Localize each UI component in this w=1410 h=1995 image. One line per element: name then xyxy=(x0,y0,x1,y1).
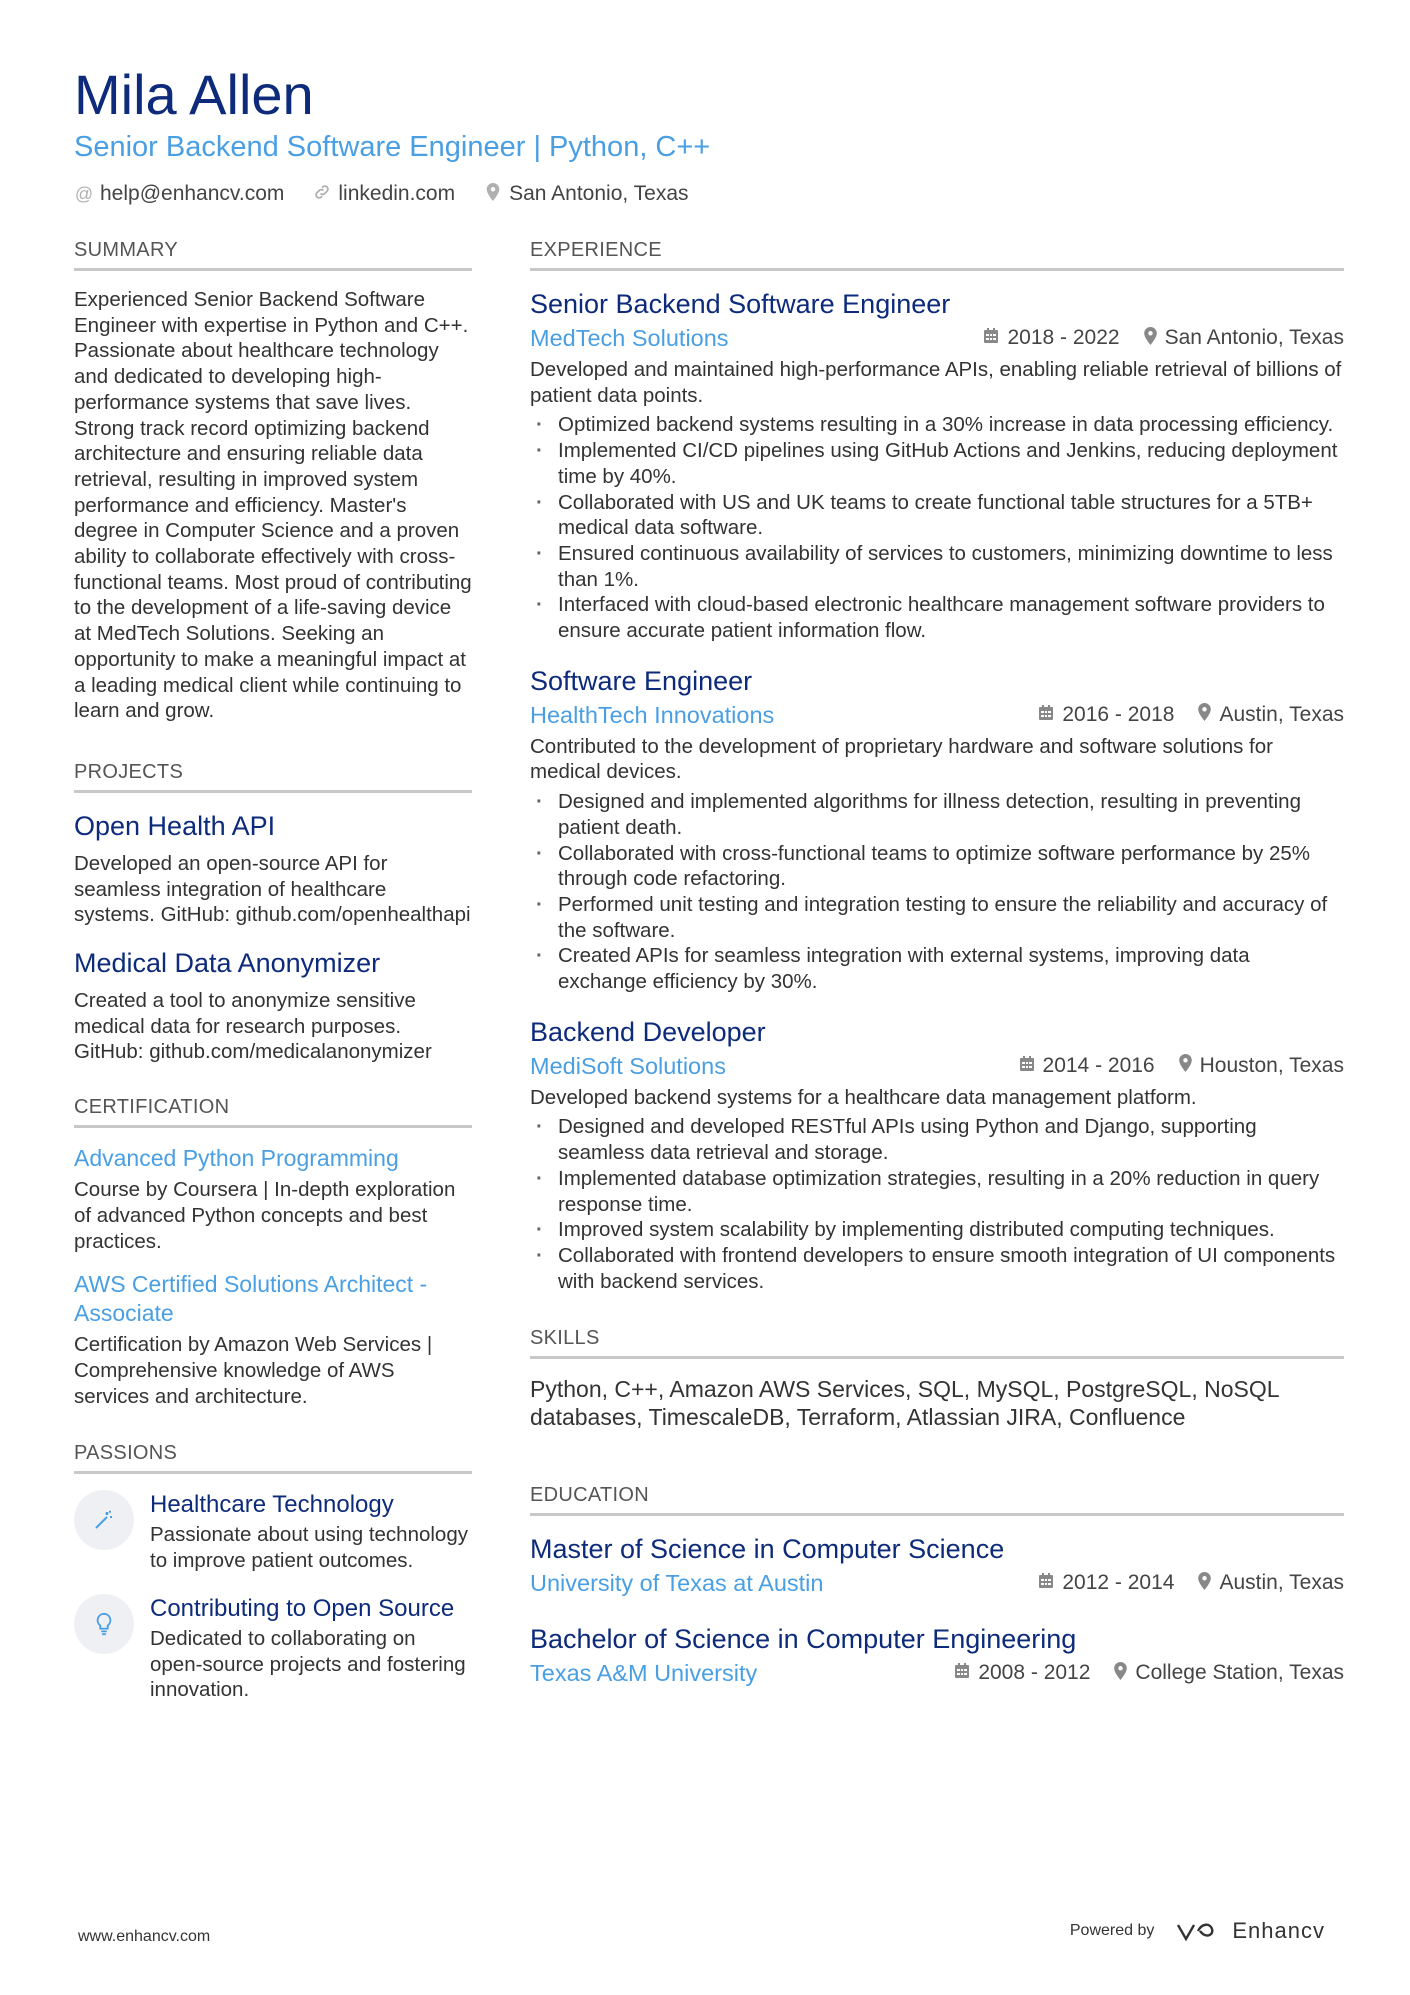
job-meta-row xyxy=(530,1051,1344,1081)
job-bullet: · Improved system scalability by implementing distributed computing techniques. xyxy=(530,1217,1344,1243)
powered-by-label: Powered by xyxy=(1069,1922,1155,1939)
certification-title: AWS Certified Solutions Architect - Associate xyxy=(74,1271,428,1327)
passion-body xyxy=(150,1490,472,1573)
contact-email[interactable] xyxy=(74,182,284,206)
experience-heading: EXPERIENCE xyxy=(530,238,1344,271)
certification-item xyxy=(74,1144,472,1254)
job-location-text: San Antonio, Texas xyxy=(1164,326,1344,349)
calendar-icon xyxy=(1019,1055,1035,1077)
education-meta xyxy=(954,1661,1344,1685)
job-location-text: Houston, Texas xyxy=(1199,1053,1344,1077)
enhancv-logo[interactable] xyxy=(1176,1918,1325,1944)
job-bullet: · Performed unit testing and integration testing to ensure the reliability and accuracy of the software. xyxy=(530,892,1344,943)
job-dates-text: 2014 - 2016 xyxy=(1042,1053,1155,1077)
projects-section xyxy=(74,760,472,1065)
location-icon xyxy=(1144,327,1157,350)
certification-heading: CERTIFICATION xyxy=(74,1095,472,1128)
job-bullet: · Implemented database optimization strategies, resulting in a 20% reduction in query response time. xyxy=(530,1166,1344,1217)
location-icon xyxy=(1179,1054,1192,1077)
passion-title: Healthcare Technology xyxy=(150,1491,394,1519)
job-meta-row xyxy=(530,323,1344,353)
education-dates-text: 2008 - 2012 xyxy=(978,1661,1091,1685)
left-column xyxy=(74,238,472,1739)
project-item xyxy=(74,946,472,1065)
job-meta-row xyxy=(530,700,1344,730)
summary-text: Experienced Senior Backend Software Engineer with expertise in Python and C++. Passionate about healthcare technology and dedicated to developing high-performance systems that save lives. Strong track record optimizing backend architecture and ensuring reliable data retrieval, resulting in improved system performance and efficiency. Master's degree in Computer Science and a proven ability to collaborate effectively with cross-functional teams. Most proud of contributing to the development of a life-saving device at MedTech Solutions. Seeking an opportunity to make a meaningful impact at a leading medical client while continuing to learn and grow. xyxy=(74,288,472,723)
job-location xyxy=(1179,1054,1344,1078)
job-location xyxy=(1198,703,1344,727)
education-meta-row xyxy=(530,1658,1344,1688)
job-bullet: · Designed and developed RESTful APIs using Python and Django, supporting seamless data retrieval and storage. xyxy=(530,1114,1344,1165)
candidate-tagline: Senior Backend Software Engineer | Python, C++ xyxy=(74,131,711,163)
job-bullet: · Optimized backend systems resulting in a 30% increase in data processing efficiency. xyxy=(530,412,1344,438)
projects-heading: PROJECTS xyxy=(74,760,472,793)
education-school: Texas A&M University xyxy=(530,1660,758,1687)
right-column xyxy=(530,238,1344,1724)
job-summary: Developed and maintained high-performance APIs, enabling reliable retrieval of billions of patient data points. xyxy=(530,358,1342,407)
education-school: University of Texas at Austin xyxy=(530,1570,824,1597)
education-heading: EDUCATION xyxy=(530,1483,1344,1516)
contact-linkedin-text: linkedin.com xyxy=(338,182,456,205)
job-bullet: · Collaborated with frontend developers to ensure smooth integration of UI components with backend services. xyxy=(530,1243,1344,1294)
magic-wand-icon xyxy=(74,1490,134,1550)
education-location-text: College Station, Texas xyxy=(1135,1661,1344,1685)
footer-website[interactable]: www.enhancv.com xyxy=(78,1928,211,1945)
passion-title: Contributing to Open Source xyxy=(150,1594,455,1622)
passion-desc: Passionate about using technology to improve patient outcomes. xyxy=(150,1523,468,1573)
education-location xyxy=(1198,1571,1344,1595)
education-dates xyxy=(1038,1571,1174,1595)
job-location-text: Austin, Texas xyxy=(1219,702,1344,726)
job-bullet: · Collaborated with US and UK teams to create functional table structures for a 5TB+ medical data software. xyxy=(530,490,1344,541)
project-item xyxy=(74,809,472,928)
calendar-icon xyxy=(1038,704,1054,726)
job-bullet: · Interfaced with cloud-based electronic healthcare management software providers to ensure accurate patient information flow. xyxy=(530,592,1344,643)
contact-location-text: San Antonio, Texas xyxy=(509,182,689,205)
passions-heading: PASSIONS xyxy=(74,1441,472,1474)
job-summary: Developed backend systems for a healthcare data management platform. xyxy=(530,1085,1197,1109)
project-title: Open Health API xyxy=(74,810,276,841)
link-icon xyxy=(312,183,332,206)
job-entry xyxy=(530,664,1344,995)
job-bullets xyxy=(530,412,1344,643)
job-bullets xyxy=(530,1114,1344,1294)
location-icon xyxy=(1198,1572,1211,1595)
education-section xyxy=(530,1483,1344,1688)
job-meta xyxy=(1019,1054,1344,1078)
job-dates xyxy=(1038,703,1174,727)
job-meta xyxy=(1038,703,1344,727)
job-bullet: · Ensured continuous availability of services to customers, minimizing downtime to less than 1%. xyxy=(530,541,1344,592)
passion-item xyxy=(74,1490,472,1573)
experience-section xyxy=(530,238,1344,1294)
certification-item xyxy=(74,1270,472,1409)
job-company: MedTech Solutions xyxy=(530,325,729,351)
education-dates xyxy=(954,1661,1090,1685)
job-company: MediSoft Solutions xyxy=(530,1052,726,1079)
job-meta xyxy=(983,326,1344,350)
skills-text: Python, C++, Amazon AWS Services, SQL, MySQL, PostgreSQL, NoSQL databases, TimescaleDB, Terraform, Atlassian JIRA, Confluence xyxy=(530,1376,1279,1431)
education-item xyxy=(530,1532,1344,1598)
job-title: Backend Developer xyxy=(530,1016,766,1047)
passion-desc: Dedicated to collaborating on open-source projects and fostering innovation. xyxy=(150,1626,466,1702)
project-desc: Created a tool to anonymize sensitive medical data for research purposes. GitHub: github.com/medicalanonymizer xyxy=(74,989,432,1064)
job-company: HealthTech Innovations xyxy=(530,701,775,728)
education-meta xyxy=(1038,1571,1344,1595)
enhancv-logo-text: Enhancv xyxy=(1232,1918,1325,1943)
at-icon: @ xyxy=(74,183,94,204)
skills-heading: SKILLS xyxy=(530,1326,1344,1359)
contact-location xyxy=(483,182,688,206)
job-bullet: · Created APIs for seamless integration with external systems, improving data exchange efficiency by 30%. xyxy=(530,943,1344,994)
job-bullet: · Designed and implemented algorithms for illness detection, resulting in preventing patient death. xyxy=(530,789,1344,840)
resume-header xyxy=(74,62,1344,206)
job-bullets xyxy=(530,789,1344,995)
summary-heading: SUMMARY xyxy=(74,238,472,271)
certification-desc: Certification by Amazon Web Services | Comprehensive knowledge of AWS services and architecture. xyxy=(74,1333,433,1408)
enhancv-logo-icon xyxy=(1176,1919,1222,1943)
education-location-text: Austin, Texas xyxy=(1219,1571,1344,1595)
job-dates xyxy=(1019,1054,1155,1078)
project-title: Medical Data Anonymizer xyxy=(74,948,381,979)
education-meta-row xyxy=(530,1568,1344,1598)
education-dates-text: 2012 - 2014 xyxy=(1062,1571,1175,1595)
job-location xyxy=(1144,326,1344,350)
job-dates-text: 2016 - 2018 xyxy=(1062,702,1175,726)
lightbulb-icon xyxy=(74,1594,134,1654)
education-degree: Master of Science in Computer Science xyxy=(530,1534,1005,1565)
location-icon xyxy=(1198,703,1211,726)
calendar-icon xyxy=(954,1662,970,1684)
contact-list xyxy=(74,182,1344,206)
contact-linkedin[interactable] xyxy=(312,182,455,206)
calendar-icon xyxy=(1038,1572,1054,1594)
job-bullet: · Collaborated with cross-functional teams to optimize software performance by 25% through code refactoring. xyxy=(530,841,1344,892)
passion-item xyxy=(74,1594,472,1703)
education-degree: Bachelor of Science in Computer Engineering xyxy=(530,1624,1077,1655)
footer-branding xyxy=(1070,1918,1325,1944)
project-desc: Developed an open-source API for seamless integration of healthcare systems. GitHub: github.com/openhealthapi xyxy=(74,851,471,927)
skills-section xyxy=(530,1326,1344,1431)
job-title: Software Engineer xyxy=(530,665,753,696)
job-dates-text: 2018 - 2022 xyxy=(1007,326,1120,349)
job-summary: Contributed to the development of proprietary hardware and software solutions for medical devices. xyxy=(530,734,1273,784)
location-icon xyxy=(1114,1662,1127,1685)
certification-title: Advanced Python Programming xyxy=(74,1145,399,1172)
job-bullet: · Implemented CI/CD pipelines using GitHub Actions and Jenkins, reducing deployment time by 40%. xyxy=(530,438,1344,489)
education-item xyxy=(530,1622,1344,1688)
certification-section xyxy=(74,1095,472,1409)
calendar-icon xyxy=(983,327,999,349)
certification-desc: Course by Coursera | In-depth exploration of advanced Python concepts and best practices. xyxy=(74,1178,456,1253)
passions-section xyxy=(74,1441,472,1703)
summary-section xyxy=(74,238,472,724)
job-dates xyxy=(983,326,1119,350)
education-location xyxy=(1114,1661,1344,1685)
passion-body xyxy=(150,1594,472,1703)
job-title: Senior Backend Software Engineer xyxy=(530,289,951,319)
candidate-name: Mila Allen xyxy=(74,63,314,126)
job-entry xyxy=(530,287,1344,644)
contact-email-text: help@enhancv.com xyxy=(100,182,285,205)
location-icon xyxy=(483,183,503,206)
job-entry xyxy=(530,1015,1344,1295)
